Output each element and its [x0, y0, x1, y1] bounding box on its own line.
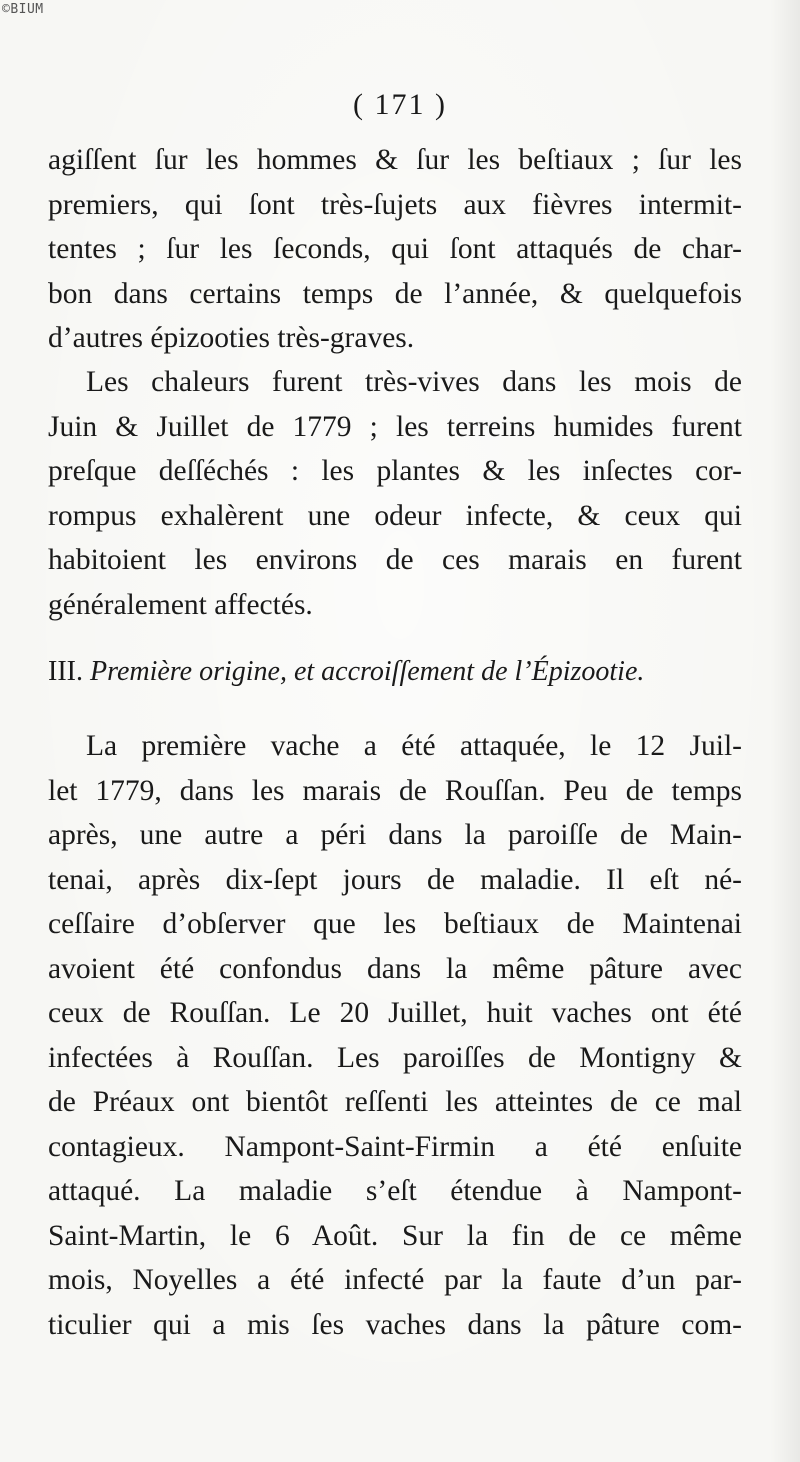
- text-line: après, une autre a péri dans la paroiſſe de Main-: [48, 819, 742, 851]
- text-line: d’autres épizooties très-graves.: [48, 322, 415, 354]
- text-line: ceux de Rouſſan. Le 20 Juillet, huit vaches ont été: [48, 997, 742, 1029]
- section-heading: [48, 650, 742, 694]
- text-line: agiſſent ſur les hommes & ſur les beſtiaux ; ſur les: [48, 144, 742, 176]
- text-line: Saint-Martin, le 6 Août. Sur la fin de ce même: [48, 1219, 742, 1252]
- text-line: mois, Noyelles a été infecté par la faute d’un par-: [48, 1264, 742, 1296]
- text-line: ceſſaire d’obſerver que les beſtiaux de Maintenai: [48, 908, 742, 940]
- text-line: rompus exhalèrent une odeur infecte, & ceux qui: [48, 499, 742, 532]
- text-line: Les chaleurs furent très-vives dans les mois de: [86, 366, 742, 398]
- section-title: Première origine, et accroiſſement de l’Épizootie.: [89, 656, 645, 687]
- text-line: bon dans certains temps de l’année, & quelquefois: [48, 277, 742, 310]
- text-line: tenai, après dix-ſept jours de maladie. Il eſt né-: [48, 863, 742, 896]
- text-line: habitoient les environs de ces marais en furent: [48, 544, 742, 576]
- text-line: de Préaux ont bientôt reſſenti les atteintes de ce mal: [48, 1086, 742, 1118]
- text-line: infectées à Rouſſan. Les paroiſſes de Montigny &: [48, 1041, 742, 1074]
- text-line: premiers, qui ſont très-ſujets aux fièvres intermit-: [48, 188, 742, 221]
- text-line: tentes ; ſur les ſeconds, qui ſont attaqués de char-: [48, 233, 742, 265]
- page-edge-shadow: [770, 0, 800, 1462]
- text-line: ticulier qui a mis ſes vaches dans la pâture com-: [48, 1308, 742, 1341]
- library-watermark: ©BIUM: [2, 2, 44, 17]
- text-line: généralement affectés.: [48, 588, 313, 621]
- text-line: attaqué. La maladie s’eſt étendue à Nampont-: [48, 1175, 742, 1207]
- text-line: Juin & Juillet de 1779 ; les terreins humides furent: [48, 410, 742, 443]
- text-line: let 1779, dans les marais de Rouſſan. Peu de temps: [48, 774, 742, 807]
- paragraph-heat: [48, 360, 742, 627]
- text-line: La première vache a été attaquée, le 12 Juil-: [86, 730, 742, 762]
- section-numeral: III.: [48, 656, 83, 687]
- text-line: preſque deſſéchés : les plantes & les inſectes cor-: [48, 455, 742, 487]
- paragraph-continuation: [48, 138, 742, 361]
- text-line: avoient été confondus dans la même pâture avec: [48, 952, 742, 985]
- paragraph-origin: [48, 724, 742, 1347]
- page-number: ( 171 ): [353, 88, 447, 121]
- text-line: contagieux. Nampont-Saint-Firmin a été enſuite: [48, 1130, 742, 1163]
